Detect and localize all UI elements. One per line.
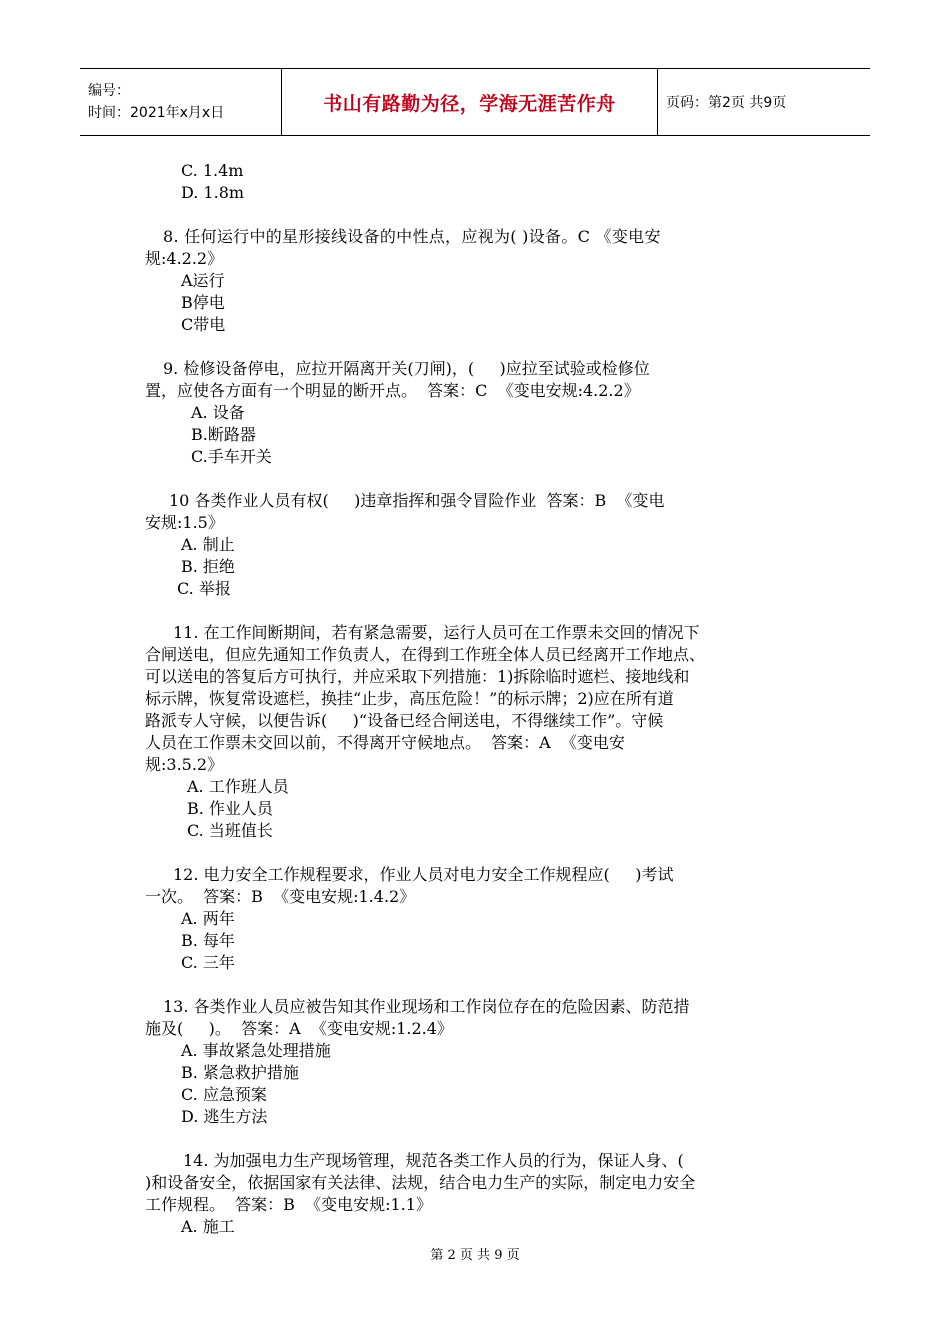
option-line: C带电 — [181, 315, 226, 334]
question-13: 13. 各类作业人员应被告知其作业现场和工作岗位存在的危险因素、防范措 — [163, 997, 690, 1016]
option-line: D. 逃生方法 — [181, 1107, 268, 1126]
question-line: 工作规程。 答案：B 《变电安规:1.1》 — [145, 1195, 432, 1214]
option-line: B. 紧急救护措施 — [181, 1063, 299, 1082]
option-line: B停电 — [181, 293, 225, 312]
option-line: D. 1.8m — [181, 183, 245, 202]
time-label: 时间：2021年x月x日 — [88, 105, 225, 121]
option-line: C.手车开关 — [191, 447, 272, 466]
motto-text: 书山有路勤为径，学海无涯苦作舟 — [323, 92, 616, 115]
question-10: 10 各类作业人员有权( )违章指挥和强令冒险作业 答案：B 《变电 — [169, 491, 665, 510]
option-line: B. 作业人员 — [187, 799, 273, 818]
option-line: A. 事故紧急处理措施 — [181, 1041, 331, 1060]
question-line: )和设备安全，依据国家有关法律、法规，结合电力生产的实际，制定电力安全 — [145, 1173, 696, 1192]
question-line: 安规:1.5》 — [145, 513, 224, 532]
question-line: 路派专人守候，以便告诉( )“设备已经合闸送电，不得继续工作”。守候 — [145, 711, 664, 730]
question-line: 施及( )。 答案：A 《变电安规:1.2.4》 — [145, 1019, 453, 1038]
page-footer: 第 2 页 共 9 页 — [430, 1248, 520, 1263]
header-meta — [80, 69, 282, 135]
option-line: A. 工作班人员 — [187, 777, 289, 796]
option-line: A. 制止 — [181, 535, 235, 554]
question-14: 14. 为加强电力生产现场管理，规范各类工作人员的行为，保证人身、( — [183, 1151, 684, 1170]
question-line: 一次。 答案：B 《变电安规:1.4.2》 — [145, 887, 416, 906]
question-line: 规:4.2.2》 — [145, 249, 224, 268]
question-line: 合闸送电，但应先通知工作负责人，在得到工作班全体人员已经离开工作地点、 — [145, 645, 706, 664]
option-line: C. 举报 — [177, 579, 231, 598]
question-11: 11. 在工作间断期间，若有紧急需要，运行人员可在工作票未交回的情况下 — [173, 623, 700, 642]
option-line: B.断路器 — [191, 425, 256, 444]
option-line: C. 应急预案 — [181, 1085, 267, 1104]
page-label: 页码：第2页 共9页 — [666, 95, 787, 111]
header-page — [658, 69, 870, 135]
question-line: 可以送电的答复后方可执行，并应采取下列措施：1)拆除临时遮栏、接地线和 — [145, 667, 690, 686]
question-8: 8. 任何运行中的星形接线设备的中性点，应视为( )设备。C 《变电安 — [163, 227, 661, 246]
question-line: 标示牌，恢复常设遮栏，换挂“止步，高压危险！”的标示牌；2)应在所有道 — [145, 689, 674, 708]
question-9: 9. 检修设备停电，应拉开隔离开关(刀闸)，( )应拉至试验或检修位 — [163, 359, 650, 378]
question-12: 12. 电力安全工作规程要求，作业人员对电力安全工作规程应( )考试 — [173, 865, 674, 884]
option-line: C. 1.4m — [181, 161, 244, 180]
option-line: C. 当班值长 — [187, 821, 273, 840]
page-header — [80, 68, 870, 136]
question-line: 置，应使各方面有一个明显的断开点。 答案：C 《变电安规:4.2.2》 — [145, 381, 640, 400]
option-line: B. 拒绝 — [181, 557, 235, 576]
option-line: A. 施工 — [181, 1217, 235, 1236]
number-label: 编号： — [88, 83, 130, 99]
option-line: A运行 — [181, 271, 225, 290]
question-line: 人员在工作票未交回以前，不得离开守候地点。 答案：A 《变电安 — [145, 733, 625, 752]
option-line: A. 设备 — [191, 403, 245, 422]
option-line: B. 每年 — [181, 931, 235, 950]
option-line: A. 两年 — [181, 909, 235, 928]
option-line: C. 三年 — [181, 953, 235, 972]
header-motto — [282, 69, 658, 135]
question-line: 规:3.5.2》 — [145, 755, 224, 774]
